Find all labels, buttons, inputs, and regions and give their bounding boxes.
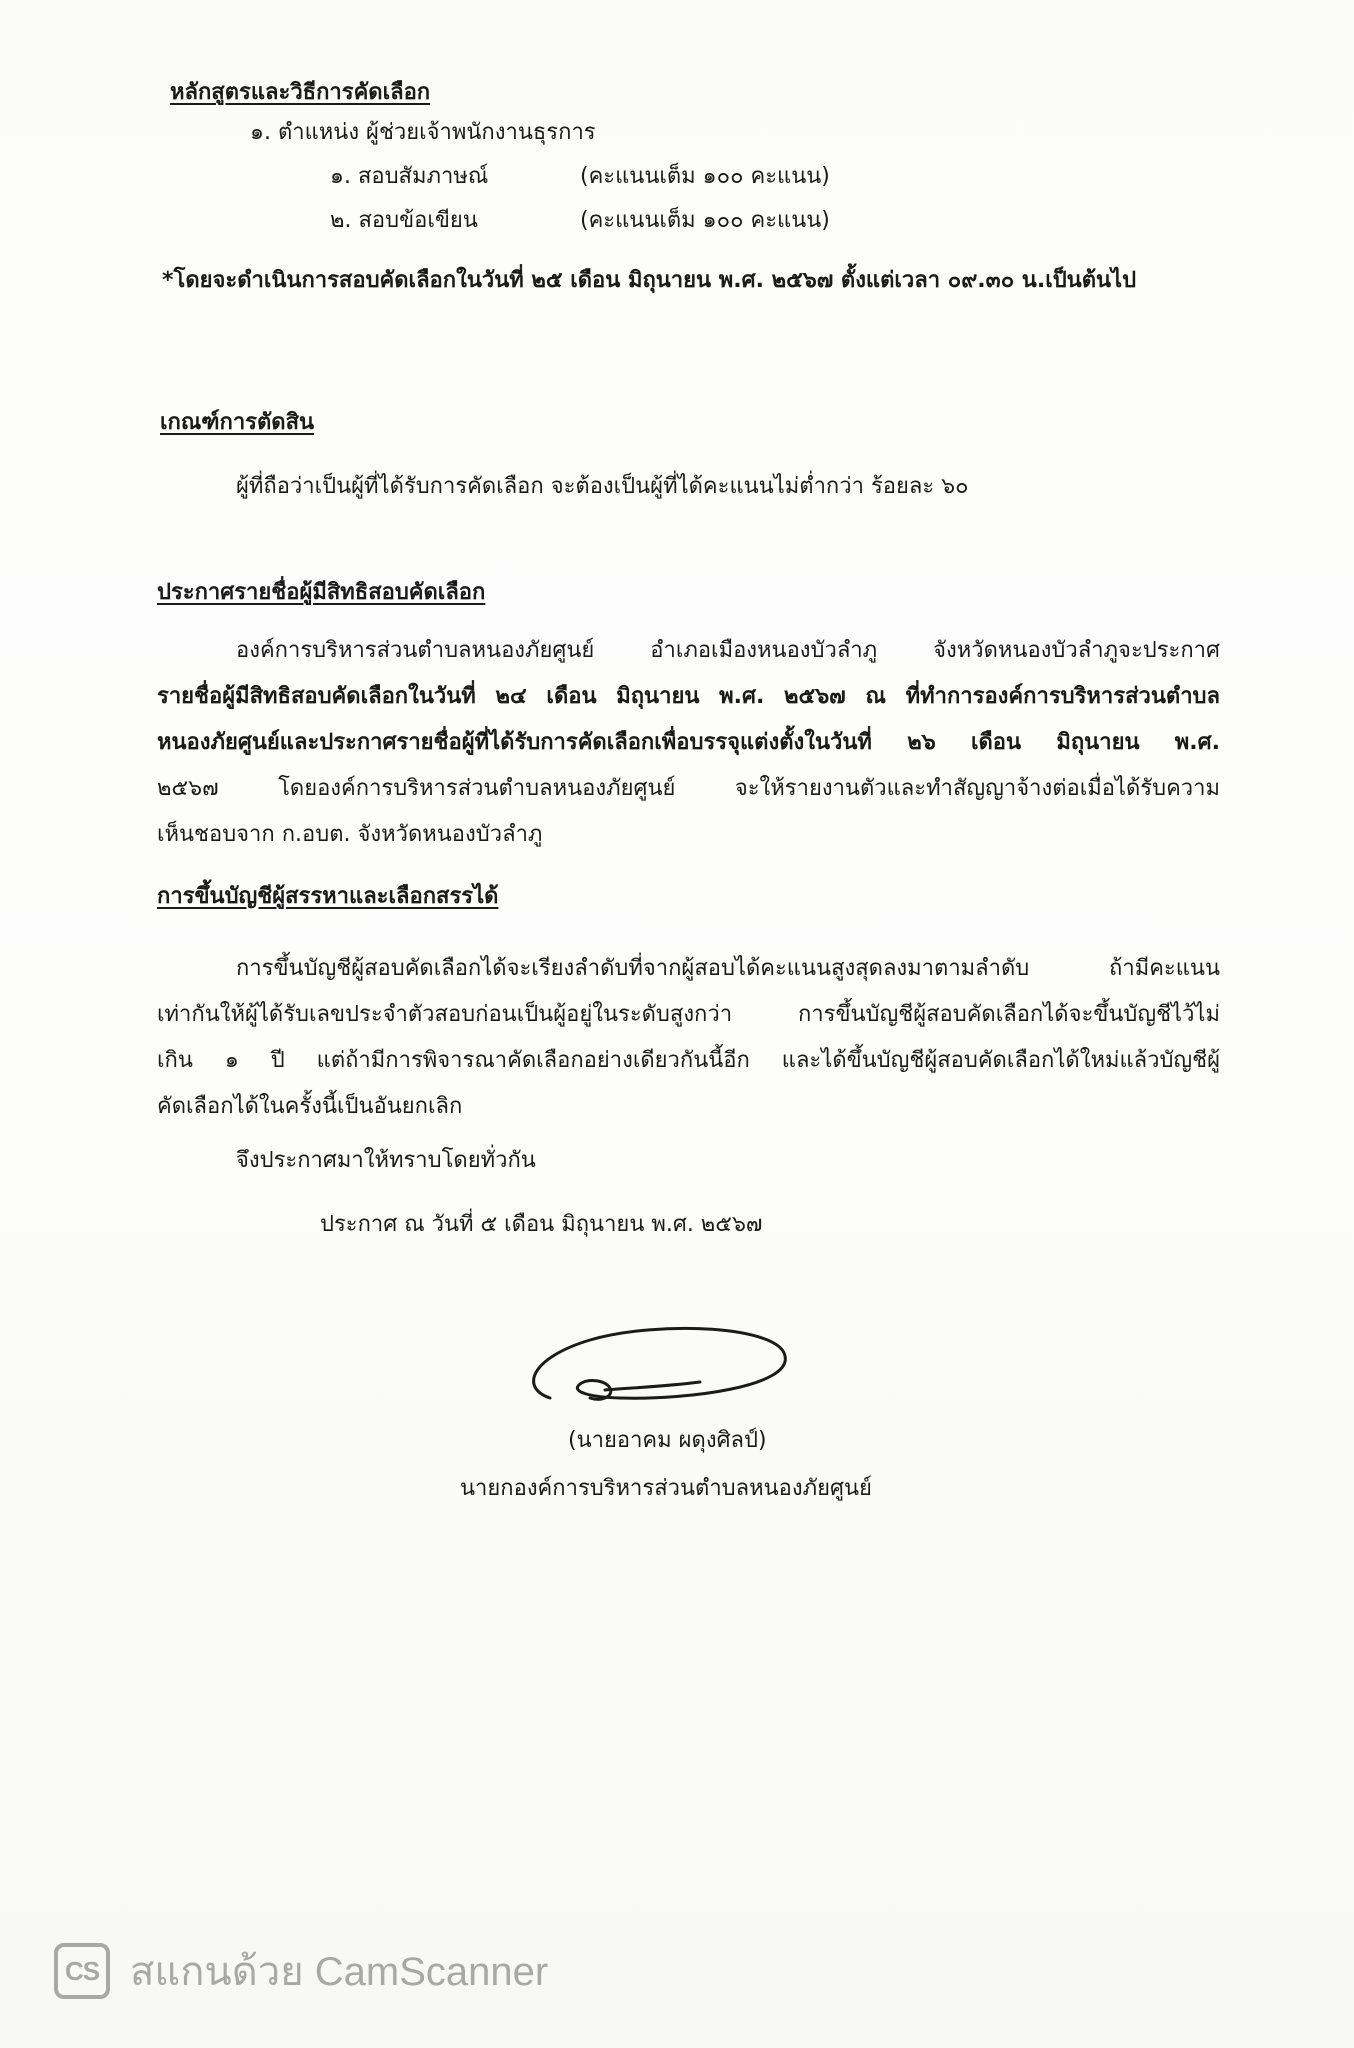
list-line-1: การขึ้นบัญชีผู้สอบคัดเลือกได้จะเรียงลำดับที่จากผู้สอบได้คะแนนสูงสุดลงมาตามลำดับ ถ้ามีคะแนน <box>236 956 1220 981</box>
criteria-text: ผู้ที่ถือว่าเป็นผู้ที่ได้รับการคัดเลือก จะต้องเป็นผู้ที่ได้คะแนนไม่ต่ำกว่า ร้อยละ ๖๐ <box>236 474 969 499</box>
announcement-line-3: หนองภัยศูนย์และประกาศรายชื่อผู้ที่ได้รับการคัดเลือกเพื่อบรรจุแต่งตั้งในวันที่ ๒๖ เดือน มิถุนายน พ.ศ. <box>157 730 1220 755</box>
closing-date: ประกาศ ณ วันที่ ๕ เดือน มิถุนายน พ.ศ. ๒๕๖๗ <box>320 1212 763 1237</box>
camscanner-watermark <box>54 1940 548 2002</box>
exam-item-2-label: ๒. สอบข้อเขียน <box>330 208 478 233</box>
heading-curriculum: หลักสูตรและวิธีการคัดเลือก <box>170 80 431 105</box>
exam-item-1-score: (คะแนนเต็ม ๑๐๐ คะแนน) <box>580 164 830 189</box>
camscanner-text: สแกนด้วย CamScanner <box>130 1950 549 1994</box>
announcement-line-4: ๒๕๖๗ โดยองค์การบริหารส่วนตำบลหนองภัยศูนย์ จะให้รายงานตัวและทำสัญญาจ้างต่อเมื่อได้รับความ <box>157 776 1220 801</box>
list-line-4: คัดเลือกได้ในครั้งนี้เป็นอันยกเลิก <box>157 1094 463 1119</box>
list-line-2: เท่ากันให้ผู้ได้รับเลขประจำตัวสอบก่อนเป็นผู้อยู่ในระดับสูงกว่า การขึ้นบัญชีผู้สอบคัดเลือกได้จะขึ้นบัญชีไว้ไม่ <box>157 1002 1220 1027</box>
announcement-line-5: เห็นชอบจาก ก.อบต. จังหวัดหนองบัวลำภู <box>157 822 543 847</box>
heading-criteria: เกณฑ์การตัดสิน <box>160 410 315 435</box>
exam-item-1-label: ๑. สอบสัมภาษณ์ <box>330 164 489 189</box>
announcement-line-1: องค์การบริหารส่วนตำบลหนองภัยศูนย์ อำเภอเมืองหนองบัวลำภู จังหวัดหนองบัวลำภูจะประกาศ <box>236 638 1220 663</box>
exam-date-note: *โดยจะดำเนินการสอบคัดเลือกในวันที่ ๒๕ เดือน มิถุนายน พ.ศ. ๒๕๖๗ ตั้งแต่เวลา ๐๙.๓๐ น.เป็นต้นไป <box>162 268 1137 293</box>
heading-list: การขึ้นบัญชีผู้สรรหาและเลือกสรรได้ <box>157 884 499 909</box>
exam-item-2-score: (คะแนนเต็ม ๑๐๐ คะแนน) <box>580 208 830 233</box>
announcement-line-2: รายชื่อผู้มีสิทธิสอบคัดเลือกในวันที่ ๒๔ เดือน มิถุนายน พ.ศ. ๒๕๖๗ ณ ที่ทำการองค์การบริหารส่วนตำบล <box>157 684 1220 709</box>
signer-title: นายกองค์การบริหารส่วนตำบลหนองภัยศูนย์ <box>460 1476 872 1501</box>
signature-image <box>510 1318 800 1428</box>
signer-name: (นายอาคม ผดุงศิลป์) <box>568 1428 767 1453</box>
list-line-3: เกิน ๑ ปี แต่ถ้ามีการพิจารณาคัดเลือกอย่างเดียวกันนี้อีก และได้ขึ้นบัญชีผู้สอบคัดเลือกได้ใหม่แล้วบัญชีผู้ <box>157 1048 1220 1073</box>
closing-text: จึงประกาศมาให้ทราบโดยทั่วกัน <box>236 1148 536 1173</box>
camscanner-logo-icon: CS <box>54 1943 110 1999</box>
heading-announcement: ประกาศรายชื่อผู้มีสิทธิสอบคัดเลือก <box>157 580 486 605</box>
position-title: ๑. ตำแหน่ง ผู้ช่วยเจ้าพนักงานธุรการ <box>250 120 596 145</box>
